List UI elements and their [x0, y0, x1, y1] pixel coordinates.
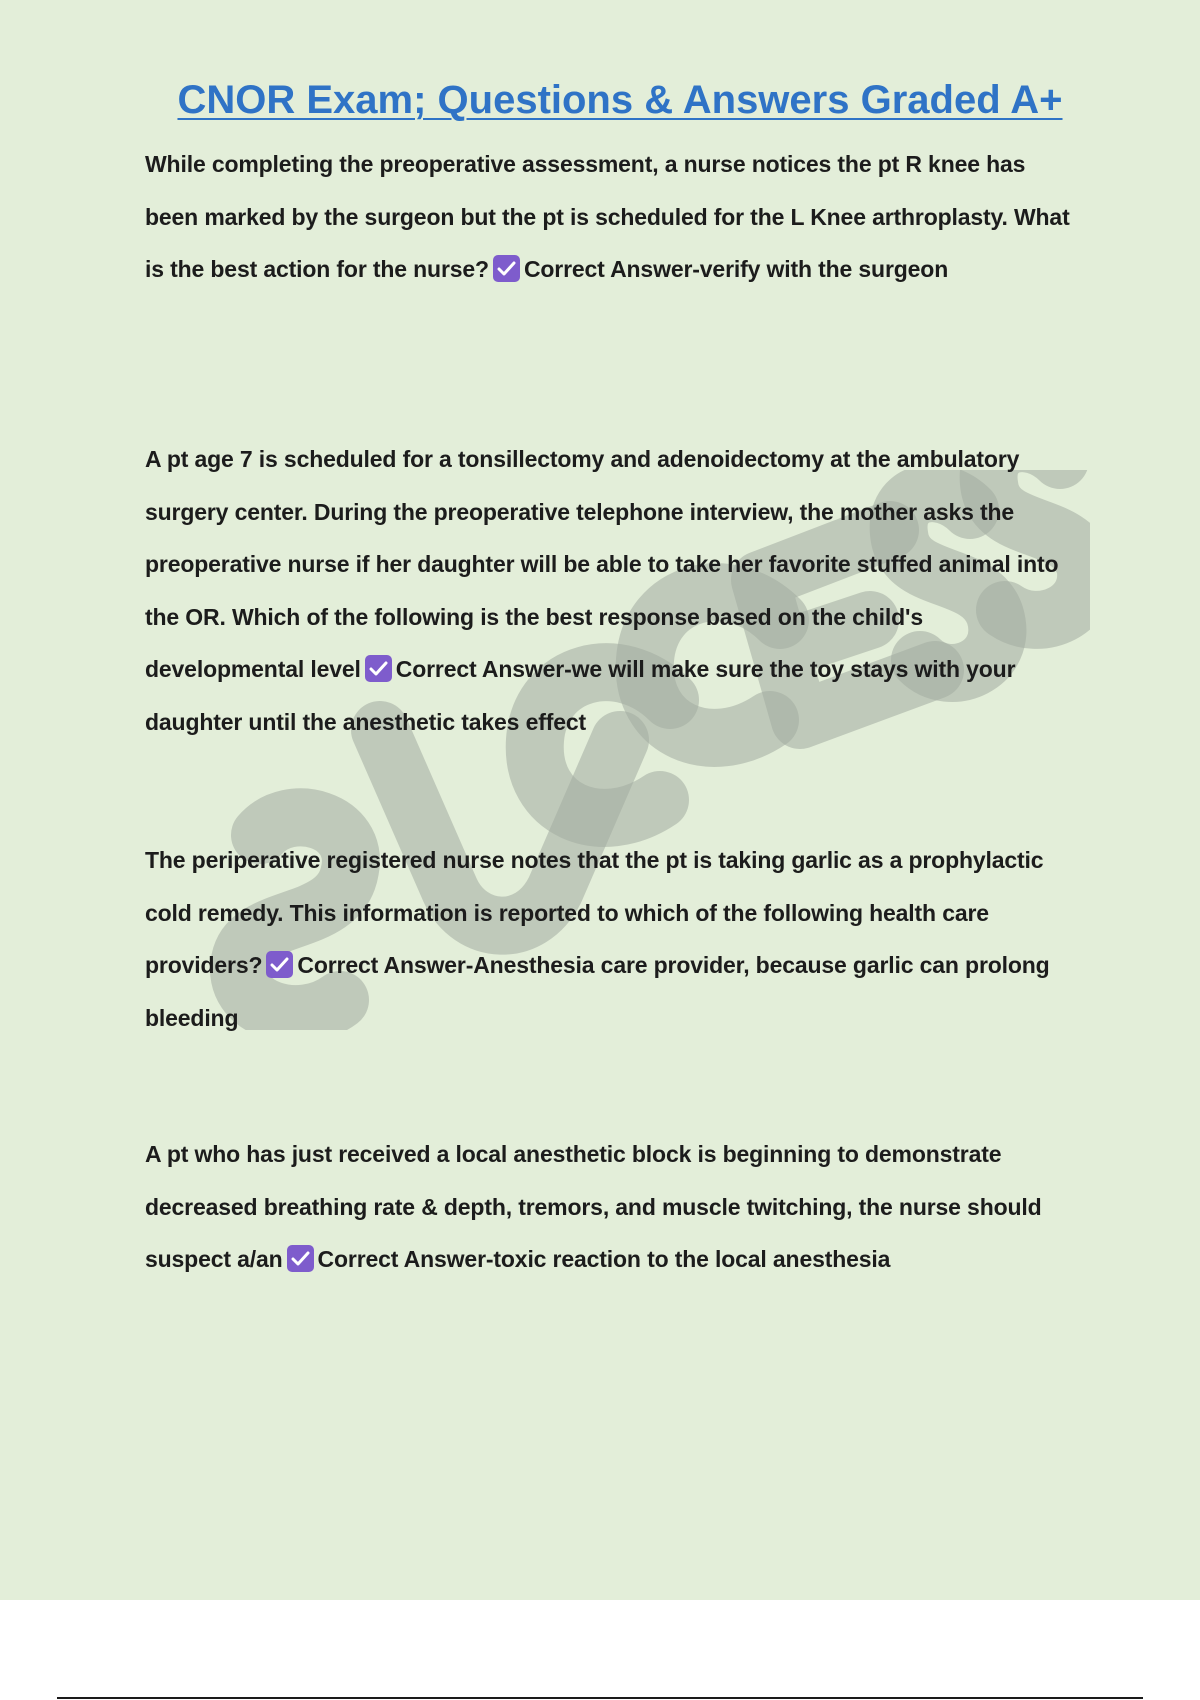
qa-item [145, 433, 1080, 748]
answer-text: we will make sure the toy stays with your daughter until the anesthetic takes effect [145, 656, 1016, 735]
answer-prefix: Correct Answer- [395, 656, 572, 682]
document-title: CNOR Exam; Questions & Answers Graded A+ [177, 78, 1063, 122]
answer-text: toxic reaction to the local anesthesia [493, 1246, 891, 1272]
question-text: While completing the preoperative assessment, a nurse notices the pt R knee has been marked by the surgeon but the pt is scheduled for the L Knee arthroplasty. What is the best action for the nurse? [145, 151, 1070, 282]
qa-item [145, 834, 1080, 1044]
checkmark-box-icon [365, 655, 392, 682]
qa-item [145, 138, 1080, 296]
checkmark-box-icon [493, 255, 520, 282]
answer-prefix: Correct Answer- [523, 256, 700, 282]
answer-prefix: Correct Answer- [317, 1246, 494, 1272]
footer-rule [57, 1697, 1143, 1699]
question-text: A pt age 7 is scheduled for a tonsillectomy and adenoidectomy at the ambulatory surgery center. During the preoperative telephone interview, the mother asks the preoperative nurse if her daughter will be able to take her favorite stuffed animal into the OR. Which of the following is the best response based on the child's developmental level [145, 446, 1059, 682]
question-text: A pt who has just received a local anesthetic block is beginning to demonstrate decreased breathing rate & depth, tremors, and muscle twitching, the nurse should suspect a/an [145, 1141, 1042, 1272]
qa-item [145, 1128, 1080, 1286]
checkmark-box-icon [287, 1245, 314, 1272]
checkmark-box-icon [266, 951, 293, 978]
answer-text: verify with the surgeon [699, 256, 949, 282]
answer-text: Anesthesia care provider, because garlic can prolong bleeding [145, 952, 1050, 1031]
question-text: The periperative registered nurse notes that the pt is taking garlic as a prophylactic cold remedy. This information is reported to which of the following health care providers? [145, 847, 1044, 978]
answer-prefix: Correct Answer- [297, 952, 474, 978]
